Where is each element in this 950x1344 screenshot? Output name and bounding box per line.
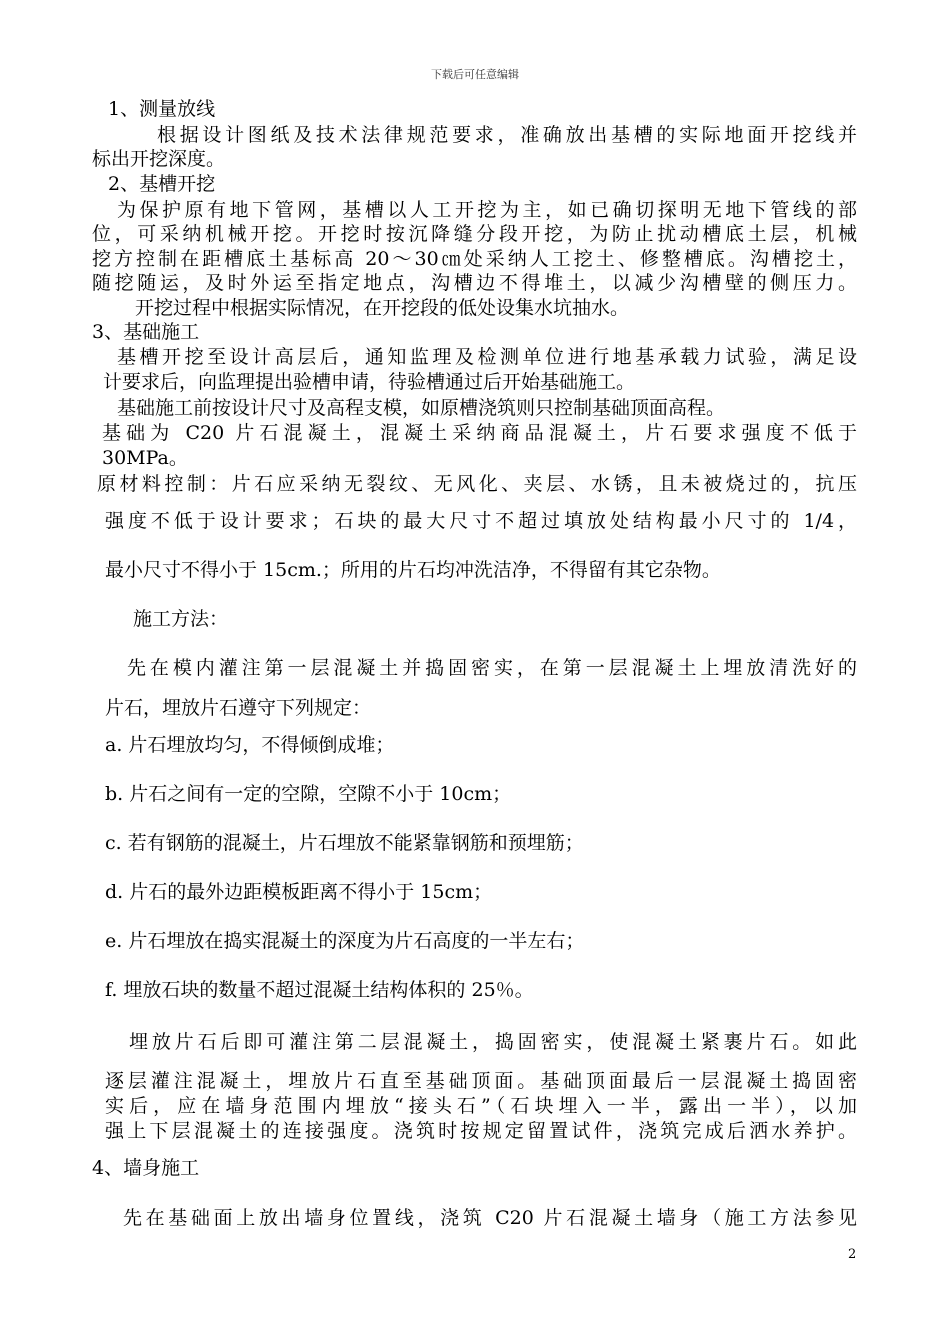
rule-f: f. 埋放石块的数量不超过混凝土结构体积的 25％。 — [105, 979, 534, 1001]
s3-paragraph-2: 基础施工前按设计尺寸及高程支模，如原槽浇筑则只控制基础顶面高程。 — [117, 397, 726, 419]
rule-a: a. 片石埋放均匀，不得倾倒成堆； — [105, 734, 395, 756]
after-paragraph-line-1: 埋放片石后即可灌注第二层混凝土，捣固密实，使混凝土紧裹片石。如此 — [129, 1031, 857, 1053]
s3-paragraph-line-2: 计要求后，向监理提出验槽申请，待验槽通过后开始基础施工。 — [103, 371, 636, 393]
after-paragraph-line-2: 逐层灌注混凝土，埋放片石直至基础顶面。基础顶面最后一层混凝土捣固密 — [105, 1070, 857, 1092]
section-2-title: 2、基槽开挖 — [108, 173, 216, 195]
section-4-title: 4、墙身施工 — [92, 1157, 200, 1179]
method-title: 施工方法： — [133, 608, 229, 630]
s2-paragraph-line-1: 为保护原有地下管网，基槽以人工开挖为主，如已确切探明无地下管线的部 — [117, 199, 857, 221]
s3-paragraph-line-1: 基槽开挖至设计高层后，通知监理及检测单位进行地基承载力试验，满足设 — [117, 346, 857, 368]
s2-paragraph-2: 开挖过程中根据实际情况，在开挖段的低处设集水坑抽水。 — [135, 297, 630, 319]
s3-paragraph-3-line-2: 30MPa。 — [102, 447, 188, 469]
s1-paragraph-line-2: 标出开挖深度。 — [92, 148, 226, 170]
rule-e: e. 片石埋放在捣实混凝土的深度为片石高度的一半左右； — [105, 930, 585, 952]
s2-paragraph-line-3: 挖方控制在距槽底土基标高 20～30㎝处采纳人工挖土、修整槽底。沟槽挖土， — [92, 248, 857, 270]
s1-paragraph-line-1: 根据设计图纸及技术法律规范要求，准确放出基槽的实际地面开挖线并 — [157, 124, 857, 146]
after-paragraph-line-3: 实后，应在墙身范围内埋放“接头石”（石块埋入一半，露出一半），以加 — [105, 1095, 857, 1117]
header-note: 下载后可任意编辑 — [431, 68, 519, 81]
rule-b: b. 片石之间有一定的空隙，空隙不小于 10cm； — [105, 783, 512, 805]
material-control-line-3: 最小尺寸不得小于 15cm.；所用的片石均冲洗洁净，不得留有其它杂物。 — [105, 559, 721, 581]
rule-d: d. 片石的最外边距模板距离不得小于 15cm； — [105, 881, 493, 903]
page-number: 2 — [848, 1247, 857, 1262]
section-1-title: 1、测量放线 — [108, 98, 216, 120]
after-paragraph-line-4: 强上下层混凝土的连接强度。浇筑时按规定留置试件，浇筑完成后洒水养护。 — [105, 1120, 857, 1142]
method-paragraph-line-1: 先在模内灌注第一层混凝土并捣固密实，在第一层混凝土上埋放清洗好的 — [127, 657, 857, 679]
material-control-line-1: 原材料控制：片石应采纳无裂纹、无风化、夹层、水锈，且未被烧过的，抗压 — [97, 473, 857, 495]
material-control-line-2: 强度不低于设计要求；石块的最大尺寸不超过填放处结构最小尺寸的 1/4， — [105, 510, 857, 532]
s3-paragraph-3-line-1: 基础为 C20 片石混凝土，混凝土采纳商品混凝土，片石要求强度不低于 — [102, 422, 857, 444]
s4-paragraph-line-1: 先在基础面上放出墙身位置线，浇筑 C20 片石混凝土墙身（施工方法参见 — [123, 1207, 857, 1229]
rule-c: c. 若有钢筋的混凝土，片石埋放不能紧靠钢筋和预埋筋； — [105, 832, 584, 854]
s2-paragraph-line-4: 随挖随运，及时外运至指定地点，沟槽边不得堆土，以减少沟槽壁的侧压力。 — [92, 272, 857, 294]
s2-paragraph-line-2: 位，可采纳机械开挖。开挖时按沉降缝分段开挖，为防止扰动槽底土层，机械 — [92, 223, 857, 245]
section-3-title: 3、基础施工 — [92, 321, 200, 343]
method-paragraph-line-2: 片石，埋放片石遵守下列规定： — [105, 697, 372, 719]
